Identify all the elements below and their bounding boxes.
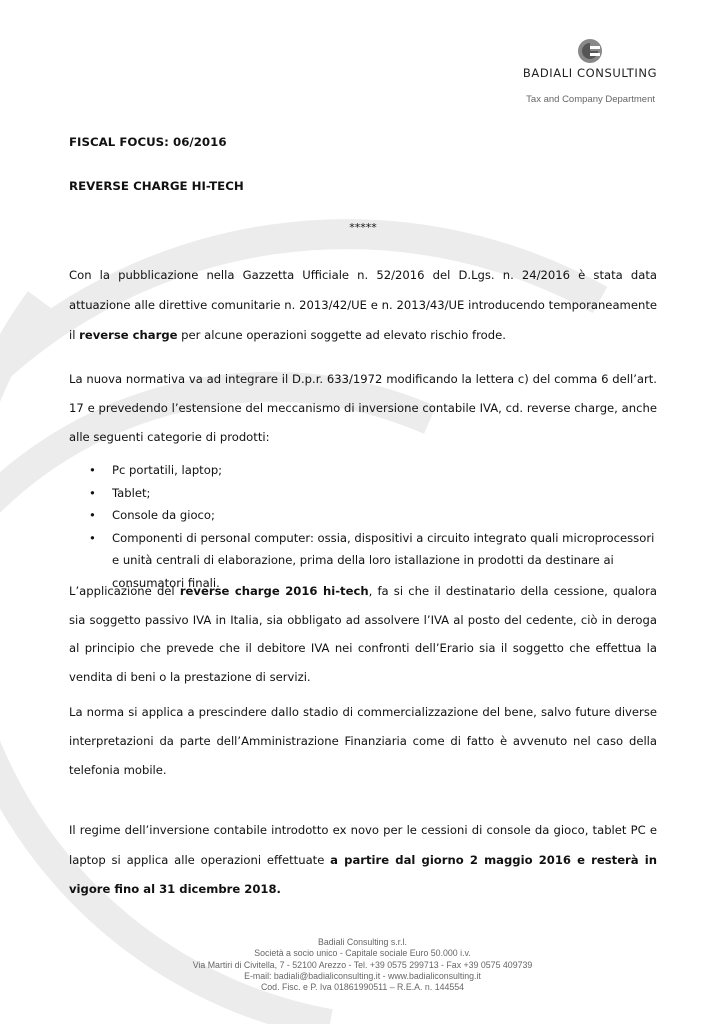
department-label: Tax and Company Department: [526, 94, 655, 105]
list-item: • Componenti di personal computer: ossia, dispositivi a circuito integrato quali microprocessori e unità centrali di elaborazione, prima della loro istallazione in prodotti da destinare ai consumatori finali.: [89, 530, 655, 590]
list-item: • Tablet;: [89, 485, 151, 500]
list-item: • Pc portatili, laptop;: [89, 463, 223, 477]
document-title: REVERSE CHARGE HI-TECH: [69, 179, 244, 193]
footer-address: Via Martiri di Civitella, 7 - 52100 Arezzo - Tel. +39 0575 299713 - Fax +39 0575 409739: [192, 959, 533, 970]
paragraph-regime: Il regime dell’inversione contabile introdotto ex novo per le cessioni di console da gioco, tablet PC e laptop si applica alle operazioni effettuate a partire dal giorno 2 maggio 2016 e resterà in vigore fino al 31 dicembre 2018.: [69, 823, 657, 896]
paragraph-intro: Con la pubblicazione nella Gazzetta Ufficiale n. 52/2016 del D.Lgs. n. 24/2016 è stata data attuazione alle direttive comunitarie n. 2013/42/UE e n. 2013/43/UE introducendo temporaneamente il reverse charge per alcune operazioni soggette ad elevato rischio frode.: [69, 268, 657, 342]
footer: [0, 937, 725, 993]
product-categories-list: [69, 459, 657, 594]
list-item: • Console da gioco;: [89, 508, 215, 522]
separator: *****: [349, 221, 377, 234]
paragraph-normativa: La nuova normativa va ad integrare il D.p.r. 633/1972 modificando la lettera c) del comma 6 dell’art. 17 e prevedendo l’estensione del meccanismo di inversione contabile IVA, cd. reverse charge, anche alle seguenti categorie di prodotti:: [69, 372, 657, 444]
fiscal-focus-heading: FISCAL FOCUS: 06/2016: [69, 135, 227, 149]
footer-capital: Società a socio unico - Capitale sociale Euro 50.000 i.v.: [254, 948, 471, 959]
footer-contacts: E-mail: badiali@badialiconsulting.it - www.badialiconsulting.it: [244, 970, 481, 981]
footer-tax-ids: Cod. Fisc. e P. Iva 01861990511 – R.E.A. n. 144554: [260, 982, 465, 993]
company-name: BADIALI CONSULTING: [522, 66, 658, 80]
paragraph-applicazione: L’applicazione del reverse charge 2016 hi-tech, fa si che il destinatario della cessione, qualora sia soggetto passivo IVA in Italia, sia obbligato ad assolvere l’IVA al posto del cedente, ciò in deroga al principio che prevede che il debitore IVA nei confronti dell’Erario sia il soggetto che effettua la vendita di beni o la prestazione di servizi.: [69, 584, 657, 684]
company-logo: [515, 38, 665, 80]
paragraph-norma: La norma si applica a prescindere dallo stadio di commercializzazione del bene, salvo future diverse interpretazioni da parte dell’Amministrazione Finanziaria come di fatto è avvenuto nel caso della telefonia mobile.: [69, 705, 657, 777]
logo-mark-icon: [577, 38, 603, 64]
footer-company: Badiali Consulting s.r.l.: [318, 937, 407, 947]
